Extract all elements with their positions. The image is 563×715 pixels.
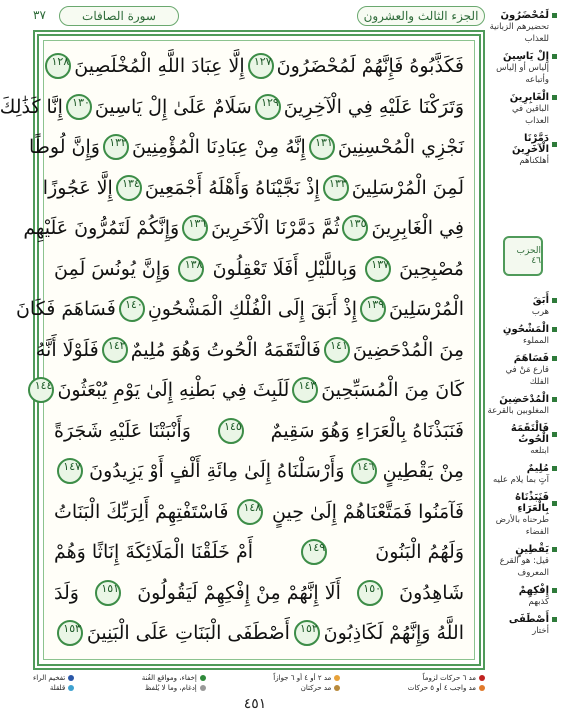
legend-item: قلقلة: [33, 684, 74, 692]
verse-text: فَآمَنُوا فَمَتَّعْنَاهُمْ إِلَىٰ حِينٍ: [272, 500, 464, 523]
verse-line: [34, 371, 464, 409]
glossary-term-text: أَبَقَ: [532, 295, 549, 306]
verse-text: لَلَبِثَ فِي بَطْنِهِ إِلَىٰ يَوْمِ يُبْعَثُونَ: [57, 379, 290, 401]
verse-text: وَإِنَّكُمْ لَتَمُرُّونَ عَلَيْهِم: [23, 217, 180, 239]
ayah-number-marker: ١٤٥: [218, 418, 244, 444]
glossary-term: [487, 423, 557, 445]
glossary-entry: [487, 492, 557, 538]
verse-line: [42, 169, 464, 207]
bullet-icon: [552, 54, 557, 59]
surah-number: ٣٧: [33, 8, 46, 22]
tajweed-legend: [33, 674, 485, 694]
verse-line: [54, 533, 464, 571]
ayah-number-marker: ١٢٨: [45, 53, 71, 79]
verse-text: أَلَا إِنَّهُمْ مِنْ إِفْكِهِمْ لَيَقُولُونَ: [137, 581, 341, 604]
verse-line: [54, 250, 464, 288]
verse-text: لَمِنَ الْمُرْسَلِينَ: [351, 176, 464, 199]
gray-swatch-icon: [200, 685, 206, 691]
glossary-term: [487, 544, 557, 555]
hizb-marker: الحزب ٤٦: [503, 236, 543, 276]
ayah-number-marker: ١٤١: [324, 337, 350, 363]
legend-item: مد واجب ٤ أو ٥ حركات: [408, 684, 485, 692]
verse-text: إِلَّا عَجُوزًا: [42, 176, 113, 199]
verse-text: فَنَبَذْنَاهُ بِالْعَرَاءِ وَهُوَ سَقِيمٌ: [270, 419, 464, 442]
glossary-term-text: لَمُحْضَرُونَ: [500, 10, 549, 21]
glossary-definition: المغلوبين بالقرعة: [487, 406, 549, 416]
verse-line: [54, 614, 464, 652]
legend-col-3: [142, 674, 206, 694]
glossary-entry: [487, 585, 557, 608]
verse-text: اللَّهُ وَإِنَّهُمْ لَكَاذِبُونَ: [323, 622, 464, 644]
glossary-definition: أهلكناهم: [519, 156, 549, 166]
glossary-term: [487, 463, 557, 474]
ayah-number-marker: ١٤٢: [102, 337, 128, 363]
verse-text: مِنْ يَقْطِينٍ: [382, 460, 464, 482]
verse-text: فَالْتَقَمَهُ الْحُوتُ وَهُوَ مُلِيمٌ: [130, 338, 321, 361]
bullet-icon: [552, 142, 557, 147]
verse-text: إِذْ أَبَقَ إِلَى الْفُلْكِ الْمَشْحُونِ: [147, 298, 358, 320]
ayah-number-marker: ١٣٧: [365, 256, 391, 282]
blue-swatch-icon: [68, 675, 74, 681]
ayah-number-marker: ١٣١: [309, 134, 335, 160]
verse-text: كَانَ مِنَ الْمُسَبِّحِينَ: [321, 379, 464, 401]
verse-text: مُصْبِحِينَ: [399, 257, 464, 280]
glossary-term-text: فَالْتَقَمَهُ الْحُوتُ: [510, 423, 549, 445]
glossary-term: [487, 133, 557, 155]
ayah-number-marker: ١٣٣: [323, 175, 349, 201]
page-number: ٤٥١: [243, 696, 267, 712]
verse-text: وَتَرَكْنَا عَلَيْهِ فِي الْآخِرِينَ: [283, 95, 464, 118]
ayah-number-marker: ١٣٤: [116, 175, 142, 201]
amber-swatch-icon: [334, 675, 340, 681]
orange-swatch-icon: [479, 685, 485, 691]
verse-text: نَجْزِي الْمُحْسِنِينَ: [337, 136, 464, 158]
verse-text: الْمُرْسَلِينَ: [389, 298, 464, 320]
red-swatch-icon: [479, 675, 485, 681]
glossary-entry: [487, 10, 557, 45]
ayah-number-marker: ١٤٣: [292, 377, 318, 403]
glossary-entry: [487, 324, 557, 347]
verse-text: إِلَّا عِبَادَ اللَّهِ الْمُخْلَصِينَ: [74, 55, 245, 77]
verse-text: وَلَدَ: [54, 581, 79, 604]
mushaf-frame: [0, 30, 485, 670]
legend-col-2: [273, 674, 340, 694]
glossary-definition: هرب: [531, 307, 549, 317]
verse-text: أَمْ خَلَقْنَا الْمَلَائِكَةَ إِنَاثًا وَهُمْ: [54, 541, 253, 563]
verse-text: سَلَامٌ عَلَىٰ إِلْ يَاسِينَ: [94, 95, 252, 118]
glossary-definition: تحضيرهم الزبانية للعذاب: [489, 22, 549, 44]
verse-text: وَأَنْبَتْنَا عَلَيْهِ شَجَرَةً: [54, 419, 191, 442]
glossary-term: [487, 492, 557, 514]
verse-line: [51, 47, 464, 85]
bullet-icon: [552, 432, 557, 437]
glossary-definition: كذبهم: [528, 597, 549, 607]
glossary-term: [487, 295, 557, 306]
ayah-number-marker: ١٥١: [95, 580, 121, 606]
bullet-icon: [552, 356, 557, 361]
verse-line: [15, 290, 464, 328]
ayah-number-marker: ١٣٠: [66, 94, 92, 120]
glossary-term: [487, 92, 557, 103]
bullet-icon: [552, 397, 557, 402]
legend-item: مد ٦ حركات لزوماً: [408, 674, 485, 682]
glossary-definition: طرحناه بالأرض الفضاء: [495, 515, 549, 537]
verse-line: [28, 128, 464, 166]
ayah-number-marker: ١٣٥: [342, 215, 368, 241]
glossary-entry: [487, 353, 557, 388]
glossary-term-text: الْمُدْحَضِينَ: [499, 394, 549, 405]
glossary-definition: أختار: [532, 626, 549, 636]
bullet-icon: [552, 501, 557, 506]
verse-text: إِذْ نَجَّيْنَاهُ وَأَهْلَهُ أَجْمَعِينَ: [144, 176, 320, 199]
verse-line: [54, 452, 464, 490]
glossary-term: [487, 614, 557, 625]
bullet-icon: [552, 588, 557, 593]
ayah-number-marker: ١٤٠: [119, 296, 145, 322]
bullet-icon: [552, 466, 557, 471]
surah-label: سورة الصافات: [59, 6, 179, 26]
ayah-number-marker: ١٥٢: [294, 620, 320, 646]
verse-line: [23, 209, 464, 247]
ayah-number-marker: ١٢٩: [255, 94, 281, 120]
ayah-number-marker: ١٣٩: [360, 296, 386, 322]
glossary-entry: [487, 463, 557, 486]
legend-item: مد ٢ أو ٤ أو ٦ جوازاً: [273, 674, 340, 682]
glossary-definition: الباقين في العذاب: [511, 104, 549, 126]
glossary-entry: [487, 614, 557, 637]
legend-item: تفخيم الراء: [33, 674, 74, 682]
legend-col-1: [408, 674, 485, 694]
glossary-term-text: مُلِيمٌ: [526, 463, 549, 474]
glossary-definition: ابتلعه: [530, 446, 549, 456]
legend-item: إدغام، وما لا يُلفظ: [142, 684, 206, 692]
verse-text: إِنَّهُ مِنْ عِبَادِنَا الْمُؤْمِنِينَ: [131, 136, 306, 158]
glossary-entry: [487, 295, 557, 318]
verse-line: [35, 331, 464, 369]
glossary-term: [487, 585, 557, 596]
verse-text: وَأَرْسَلْنَاهُ إِلَىٰ مِائَةِ أَلْفٍ أَوْ يَزِيدُونَ: [89, 460, 345, 482]
verse-line: [0, 88, 464, 126]
ayah-number-marker: ١٣٨: [178, 256, 204, 282]
ayah-number-marker: ١٣٦: [182, 215, 208, 241]
glossary-panel: [487, 10, 557, 670]
bullet-icon: [552, 547, 557, 552]
verse-line: [54, 493, 464, 531]
bullet-icon: [552, 95, 557, 100]
green-swatch-icon: [200, 675, 206, 681]
glossary-term-text: يَقْطِينٍ: [515, 544, 549, 555]
verse-text: فِي الْغَابِرِينَ: [371, 217, 464, 239]
glossary-term-text: الْغَابِرِينَ: [509, 92, 549, 103]
verse-text: وَبِاللَّيْلِ أَفَلَا تَعْقِلُونَ: [212, 257, 357, 280]
ayah-number-marker: ١٤٩: [301, 539, 327, 565]
glossary-term: [487, 51, 557, 62]
glossary-entry: [487, 133, 557, 167]
text-area: [0, 40, 475, 660]
ayah-number-marker: ١٢٧: [248, 53, 274, 79]
ayah-number-marker: ١٤٨: [237, 499, 263, 525]
ayah-number-marker: ١٣٢: [103, 134, 129, 160]
verse-text: إِنَّا كَذَٰلِكَ: [0, 95, 63, 118]
verse-text: وَإِنَّ يُونُسَ لَمِنَ: [54, 257, 171, 280]
glossary-term: [487, 324, 557, 335]
bullet-icon: [552, 298, 557, 303]
glossary-entry: [487, 92, 557, 127]
glossary-term: [487, 10, 557, 21]
page-header: [33, 4, 485, 28]
glossary-definition: المملوء: [523, 336, 549, 346]
verse-text: فَكَذَّبُوهُ فَإِنَّهُمْ لَمُحْضَرُونَ: [276, 55, 464, 77]
ayah-number-marker: ١٥٣: [57, 620, 83, 646]
glossary-definition: قيل: هو القرع المعروف: [499, 556, 549, 578]
verse-text: مِنَ الْمُدْحَضِينَ: [352, 338, 464, 361]
verse-text: فَلَوْلَا أَنَّهُ: [35, 338, 99, 361]
verse-line: [54, 412, 464, 450]
glossary-term-text: أَصْطَفَى: [508, 614, 549, 625]
glossary-entry: [487, 51, 557, 86]
glossary-entry: [487, 544, 557, 579]
verse-line: [54, 574, 464, 612]
glossary-term-text: إِلْ يَاسِينَ: [502, 51, 549, 62]
glossary-term-text: إِفْكِهِمْ: [518, 585, 549, 596]
ayah-number-marker: ١٥٠: [357, 580, 383, 606]
ayah-number-marker: ١٤٧: [57, 458, 83, 484]
glossary-term-text: فَنَبَذْنَاهُ بِالْعَرَاءِ: [515, 492, 549, 514]
bullet-icon: [552, 617, 557, 622]
bullet-icon: [552, 327, 557, 332]
glossary-definition: إلياس أو إلياس وأتباعه: [496, 63, 549, 85]
verse-text: وَإِنَّ لُوطًا: [28, 136, 100, 158]
legend-col-4: [33, 674, 74, 694]
glossary-term-text: فَسَاهَمَ: [513, 353, 549, 364]
legend-item: إخفاء، ومواقع الغُنة: [142, 674, 206, 682]
brown-swatch-icon: [334, 685, 340, 691]
legend-item: مد حركتان: [273, 684, 340, 692]
ayah-number-marker: ١٤٦: [351, 458, 377, 484]
glossary-term: [487, 353, 557, 364]
verse-text: فَسَاهَمَ فَكَانَ: [15, 298, 116, 320]
verse-text: فَاسْتَفْتِهِمْ أَلِرَبِّكَ الْبَنَاتُ: [54, 500, 229, 523]
glossary-entry: [487, 394, 557, 417]
glossary-definition: قارع مَنْ في الفلك: [505, 365, 549, 387]
verse-text: وَلَهُمُ الْبَنُونَ: [375, 541, 464, 563]
glossary-term-text: الْمَشْحُونِ: [502, 324, 549, 335]
juz-label: الجزء الثالث والعشرون: [357, 6, 485, 26]
glossary-term-text: دَمَّرْنَا الْآخَرِينَ: [511, 133, 549, 155]
bullet-icon: [552, 13, 557, 18]
verse-text: ثُمَّ دَمَّرْنَا الْآخَرِينَ: [211, 217, 340, 239]
glossary-definition: آتٍ بما يلام عليه: [492, 475, 549, 485]
ayah-number-marker: ١٤٤: [28, 377, 54, 403]
glossary-entry: [487, 423, 557, 457]
verse-text: أَصْطَفَى الْبَنَاتِ عَلَى الْبَنِينَ: [86, 622, 290, 644]
cyan-swatch-icon: [68, 685, 74, 691]
glossary-term: [487, 394, 557, 405]
verse-text: شَاهِدُونَ: [399, 581, 464, 604]
